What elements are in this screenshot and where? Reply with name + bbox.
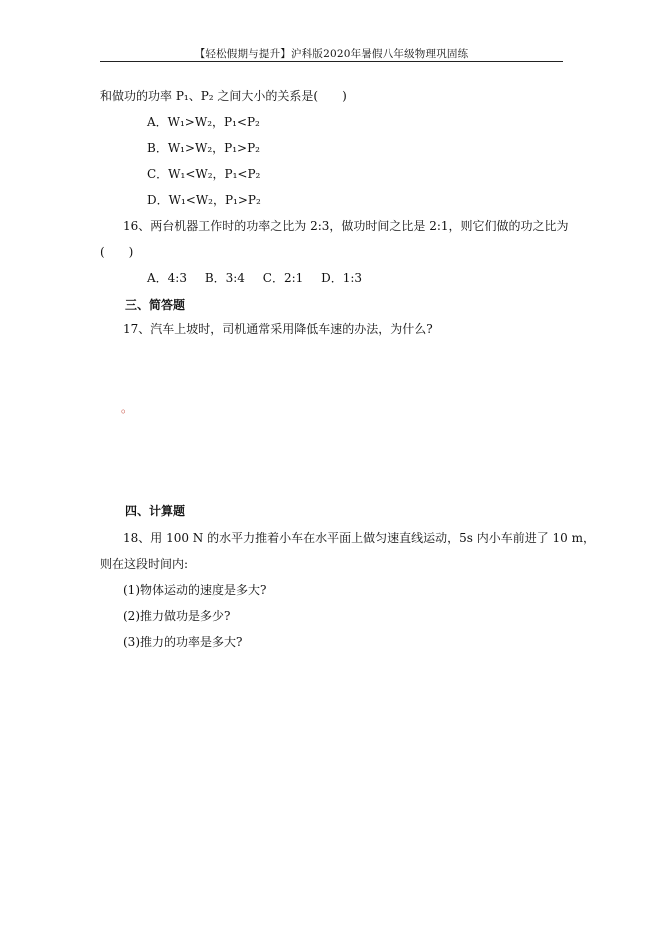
header-rule	[100, 61, 563, 62]
q15-option-d: D．W₁<W₂，P₁>P₂	[147, 193, 261, 207]
q18-stem-line1: 18、用 100 N 的水平力推着小车在水平面上做匀速直线运动，5s 内小车前进了 10 m，	[123, 531, 596, 545]
q18-part-3: (3)推力的功率是多大?	[123, 635, 243, 649]
q15-option-a: A．W₁>W₂，P₁<P₂	[147, 115, 260, 129]
q16-option-c: C．2:1	[262, 271, 304, 285]
q16-options	[147, 270, 376, 286]
section-title-short-answer: 三、简答题	[125, 298, 186, 312]
q16-option-b: B．3:4	[204, 271, 245, 285]
q15-stem: 和做功的功率 P₁、P₂ 之间大小的关系是( )	[100, 89, 347, 103]
q16-paren: ( )	[100, 245, 134, 259]
q16-option-a: A．4:3	[147, 271, 187, 285]
q16-stem: 16、两台机器工作时的功率之比为 2:3，做功时间之比是 2:1，则它们做的功之比为	[123, 219, 569, 233]
q18-part-2: (2)推力做功是多少?	[123, 609, 231, 623]
q17-stem: 17、汽车上坡时，司机通常采用降低车速的办法，为什么?	[123, 322, 433, 336]
q15-option-b: B．W₁>W₂，P₁>P₂	[147, 141, 260, 155]
page-header: 【轻松假期与提升】沪科版2020年暑假八年级物理巩固练	[194, 48, 469, 60]
section-title-calculation: 四、计算题	[125, 504, 186, 518]
q18-part-1: (1)物体运动的速度是多大?	[123, 583, 267, 597]
q18-stem-line2: 则在这段时间内:	[100, 557, 189, 571]
q17-answer-mark: 。	[121, 401, 134, 415]
q16-option-d: D．1:3	[321, 271, 363, 285]
q15-option-c: C．W₁<W₂，P₁<P₂	[147, 167, 261, 181]
